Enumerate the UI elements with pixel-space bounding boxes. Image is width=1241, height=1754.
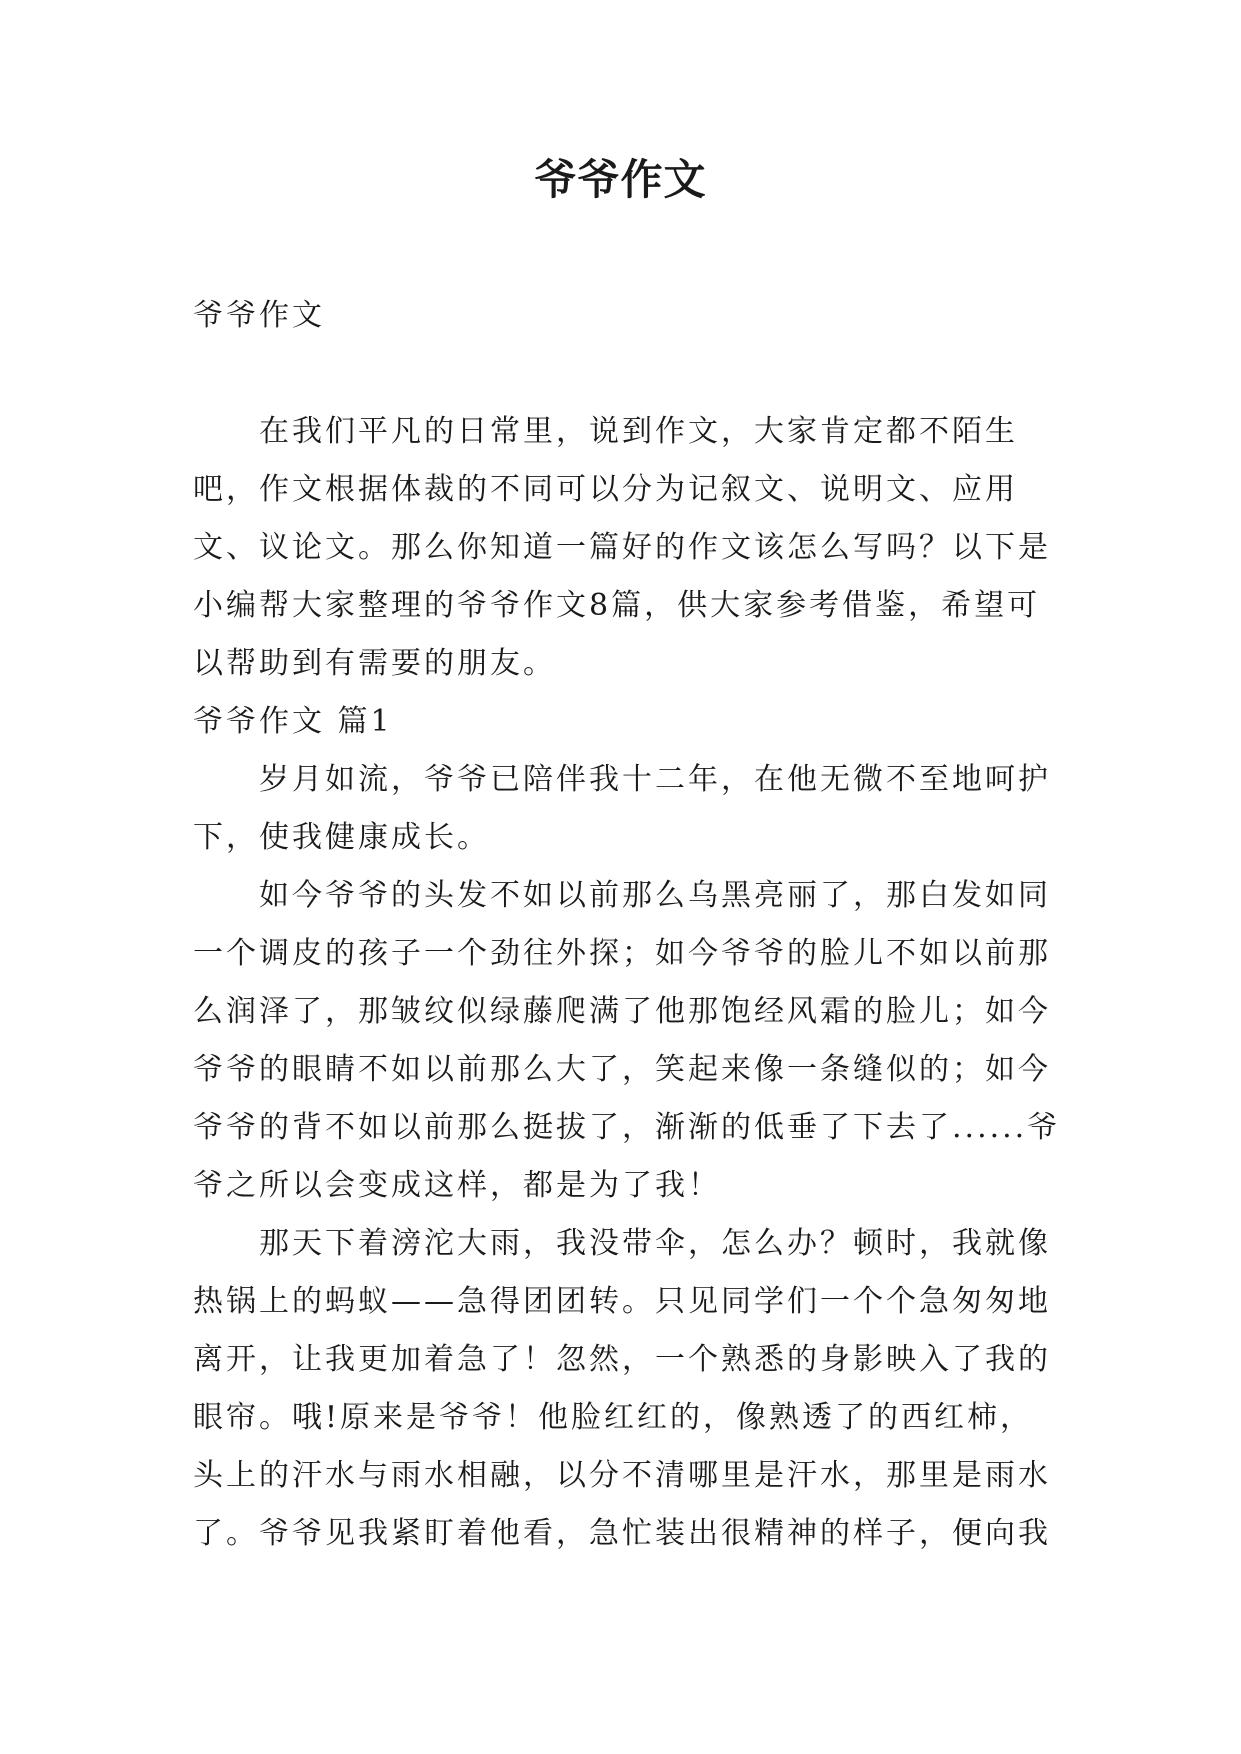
body-paragraph: 如今爷爷的头发不如以前那么乌黑亮丽了，那白发如同一个调皮的孩子一个劲往外探；如今爷爷的脸儿不如以前那么润泽了，那皱纹似绿藤爬满了他那饱经风霜的脸儿；如今爷爷的眼睛不如以前那么大了，笑起来像一条缝似的；如今爷爷的背不如以前那么挺拔了，渐渐的低垂了下去了......爷爷之所以会变成这样，都是为了我！ [193, 878, 1061, 1203]
document-body [193, 287, 1063, 1563]
body-paragraph: 岁月如流，爷爷已陪伴我十二年，在他无微不至地呵护下，使我健康成长。 [193, 762, 1051, 855]
body-paragraph: 那天下着滂沱大雨，我没带伞，怎么办？顿时，我就像热锅上的蚂蚁——急得团团转。只见同学们一个个急匆匆地离开，让我更加着急了！忽然，一个熟悉的身影映入了我的眼帘。哦!原来是爷爷！他脸红红的，像熟透了的西红柿，头上的汗水与雨水相融，以分不清哪里是汗水，那里是雨水了。爷爷见我紧盯着他看，急忙装出很精神的样子，便向我 [193, 1226, 1051, 1551]
document-subtitle: 爷爷作文 [193, 298, 325, 333]
document-title: 爷爷作文 [534, 155, 707, 204]
intro-paragraph: 在我们平凡的日常里，说到作文，大家肯定都不陌生吧，作文根据体裁的不同可以分为记叙文、说明文、应用文、议论文。那么你知道一篇好的作文该怎么写吗？以下是小编帮大家整理的爷爷作文8篇，供大家参考借鉴，希望可以帮助到有需要的朋友。 [193, 414, 1051, 681]
section-heading: 爷爷作文 篇1 [193, 704, 393, 739]
